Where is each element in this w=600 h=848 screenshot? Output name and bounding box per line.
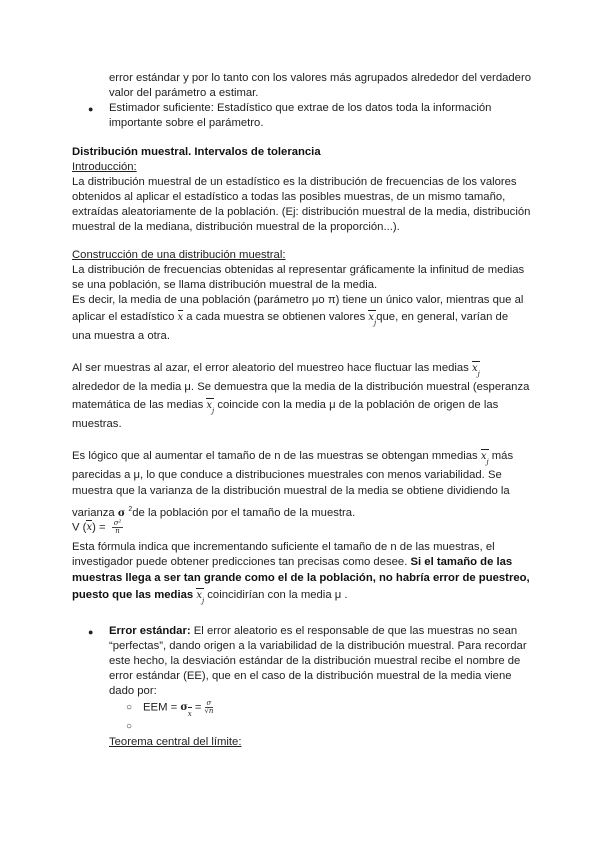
subscript: j [486, 458, 489, 466]
text-line: extraídas aleatoriamente de la población. (Ej: distribución muestral de la media, distribución [72, 206, 531, 218]
subscript: j [374, 319, 377, 327]
bullet-icon: ● [88, 104, 94, 114]
text-span: coincidirían con la media μ . [207, 589, 348, 601]
bold-line: muestras llega a ser tan grande como el de la población, no habría error de puestreo, [72, 572, 530, 584]
text-line: muestras. [72, 418, 122, 430]
text-span: más [491, 450, 514, 462]
text-line: este hecho, la desviación estándar de la distribución muestral recibe el nombre de [109, 655, 521, 667]
fraction-denominator: n [115, 527, 120, 535]
eem-formula [143, 700, 213, 722]
subsection-title: Teorema central del límite: [109, 736, 242, 748]
symbol-text: x [471, 363, 478, 374]
text-line: La distribución de frecuencias obtenidas al representar gráficamente la infinitud de medias [72, 264, 525, 276]
text-line: dado por: [109, 685, 157, 697]
text-line: muestral de la mediana, distribución muestral de la proporción...). [72, 221, 400, 233]
text-line: muestra que la varianza de la distribución muestral de la media se obtiene dividiendo la [72, 485, 510, 497]
sigma-symbol: σ [117, 507, 126, 519]
subsection-title: Construcción de una distribución muestral: [72, 249, 286, 261]
fraction-numerator: σ² [113, 519, 122, 527]
text-line: una muestra a otra. [72, 330, 170, 342]
symbol-text: x [187, 710, 192, 719]
text-span: que, en general, varían de [376, 311, 509, 323]
text-line: “perfectas”, dando origen a la variabilidad de la distribución muestral. Para recordar [109, 640, 527, 652]
subsection-title: Introducción: [72, 161, 137, 173]
symbol-text: x [480, 451, 487, 462]
xbar-j-symbol [481, 449, 489, 470]
subscript: j [212, 407, 215, 415]
fraction [204, 700, 213, 715]
text-line: error estándar y por lo tanto con los valores más agrupados alrededor del verdadero [109, 72, 531, 84]
fraction-numerator: σ [206, 699, 212, 707]
text-span: ) = [92, 521, 106, 534]
text-line: importante sobre el parámetro. [109, 117, 264, 129]
text-line-with-math [72, 588, 348, 609]
superscript: 2 [128, 506, 133, 513]
variance-formula [72, 520, 123, 535]
xbar-symbol [178, 310, 184, 325]
subscript: j [477, 370, 480, 378]
fraction [112, 520, 124, 535]
xbar-j-symbol [472, 361, 480, 382]
text-line-with-math [72, 398, 498, 419]
text-span: EEM = [143, 701, 178, 714]
text-span: Al ser muestras al azar, el error aleatorio del muestreo hace fluctuar las medias [72, 362, 469, 374]
xbar-j-symbol [206, 398, 214, 419]
text-span: Es lógico que al aumentar el tamaño de n de las muestras se obtengan mmedias [72, 450, 478, 462]
text-span: = [194, 701, 202, 714]
section-heading: Distribución muestral. Intervalos de tolerancia [72, 146, 321, 158]
text-span: varianza [72, 506, 115, 519]
subscript: j [201, 597, 205, 605]
xbar-j-symbol [196, 588, 204, 609]
text-span: aplicar el estadístico [72, 311, 175, 323]
text-line: parecidas a μ, lo que conduce a distribuciones muestrales con menos variabilidad. Se [72, 469, 502, 481]
text-span: investigador puede obtener predicciones tan precisas como desee. [72, 556, 408, 568]
text-line: obtenidos al aplicar el estadístico a todas las posibles muestras, de un mismo tamaño, [72, 191, 506, 203]
text-span: matemática de las medias [72, 399, 204, 411]
text-line: se una población, se llama distribución muestral de la media. [72, 279, 378, 291]
bold-span: Si el tamaño de las [410, 556, 513, 568]
bold-span: puesto que las medias [72, 589, 194, 601]
text-span: a cada muestra se obtienen valores [186, 311, 366, 323]
text-line: Esta fórmula indica que incrementando suficiente el tamaño de n de las muestras, el [72, 541, 495, 553]
sub-bullet-icon: ○ [126, 702, 133, 713]
sub-bullet-icon: ○ [126, 721, 133, 732]
bold-span: Error estándar: [109, 625, 191, 637]
sigma-symbol: σ [180, 702, 188, 714]
text-line: alrededor de la media μ. Se demuestra que la media de la distribución muestral (esperanza [72, 381, 530, 393]
bullet-icon: ● [88, 627, 94, 637]
text-line: error estándar (EE), que en el caso de la distribución muestral de la media viene [109, 670, 512, 682]
text-line: Estimador suficiente: Estadístico que extrae de los datos toda la información [109, 102, 492, 114]
fraction-denominator: √n [204, 707, 214, 715]
text-line-with-math [72, 449, 513, 470]
text-line: Es decir, la media de una población (parámetro μo π) tiene un único valor, mientras que al [72, 294, 524, 306]
text-span: El error aleatorio es el responsable de que las muestras no sean [193, 625, 518, 637]
text-line-mixed [109, 624, 517, 639]
symbol-text: x [206, 400, 213, 411]
text-span: coincide con la media μ de la población de origen de las [217, 399, 499, 411]
symbol-text: x [86, 522, 93, 534]
xbar-j-symbol [368, 310, 376, 331]
xbar-subscript [188, 707, 192, 722]
xbar-symbol [86, 520, 92, 535]
symbol-text: x [177, 312, 184, 323]
symbol-text: x [368, 312, 375, 323]
text-span: V ( [72, 521, 87, 534]
symbol-text: x [196, 590, 202, 601]
text-line-mixed [72, 555, 512, 570]
text-line: La distribución muestral de un estadístico es la distribución de frecuencias de los valores [72, 176, 517, 188]
text-line-with-math [72, 502, 355, 521]
text-line-with-math [72, 310, 508, 331]
text-line: valor del parámetro a estimar. [109, 87, 259, 99]
text-line-with-math [72, 361, 480, 382]
text-span: de la población por el tamaño de la muestra. [132, 506, 356, 519]
